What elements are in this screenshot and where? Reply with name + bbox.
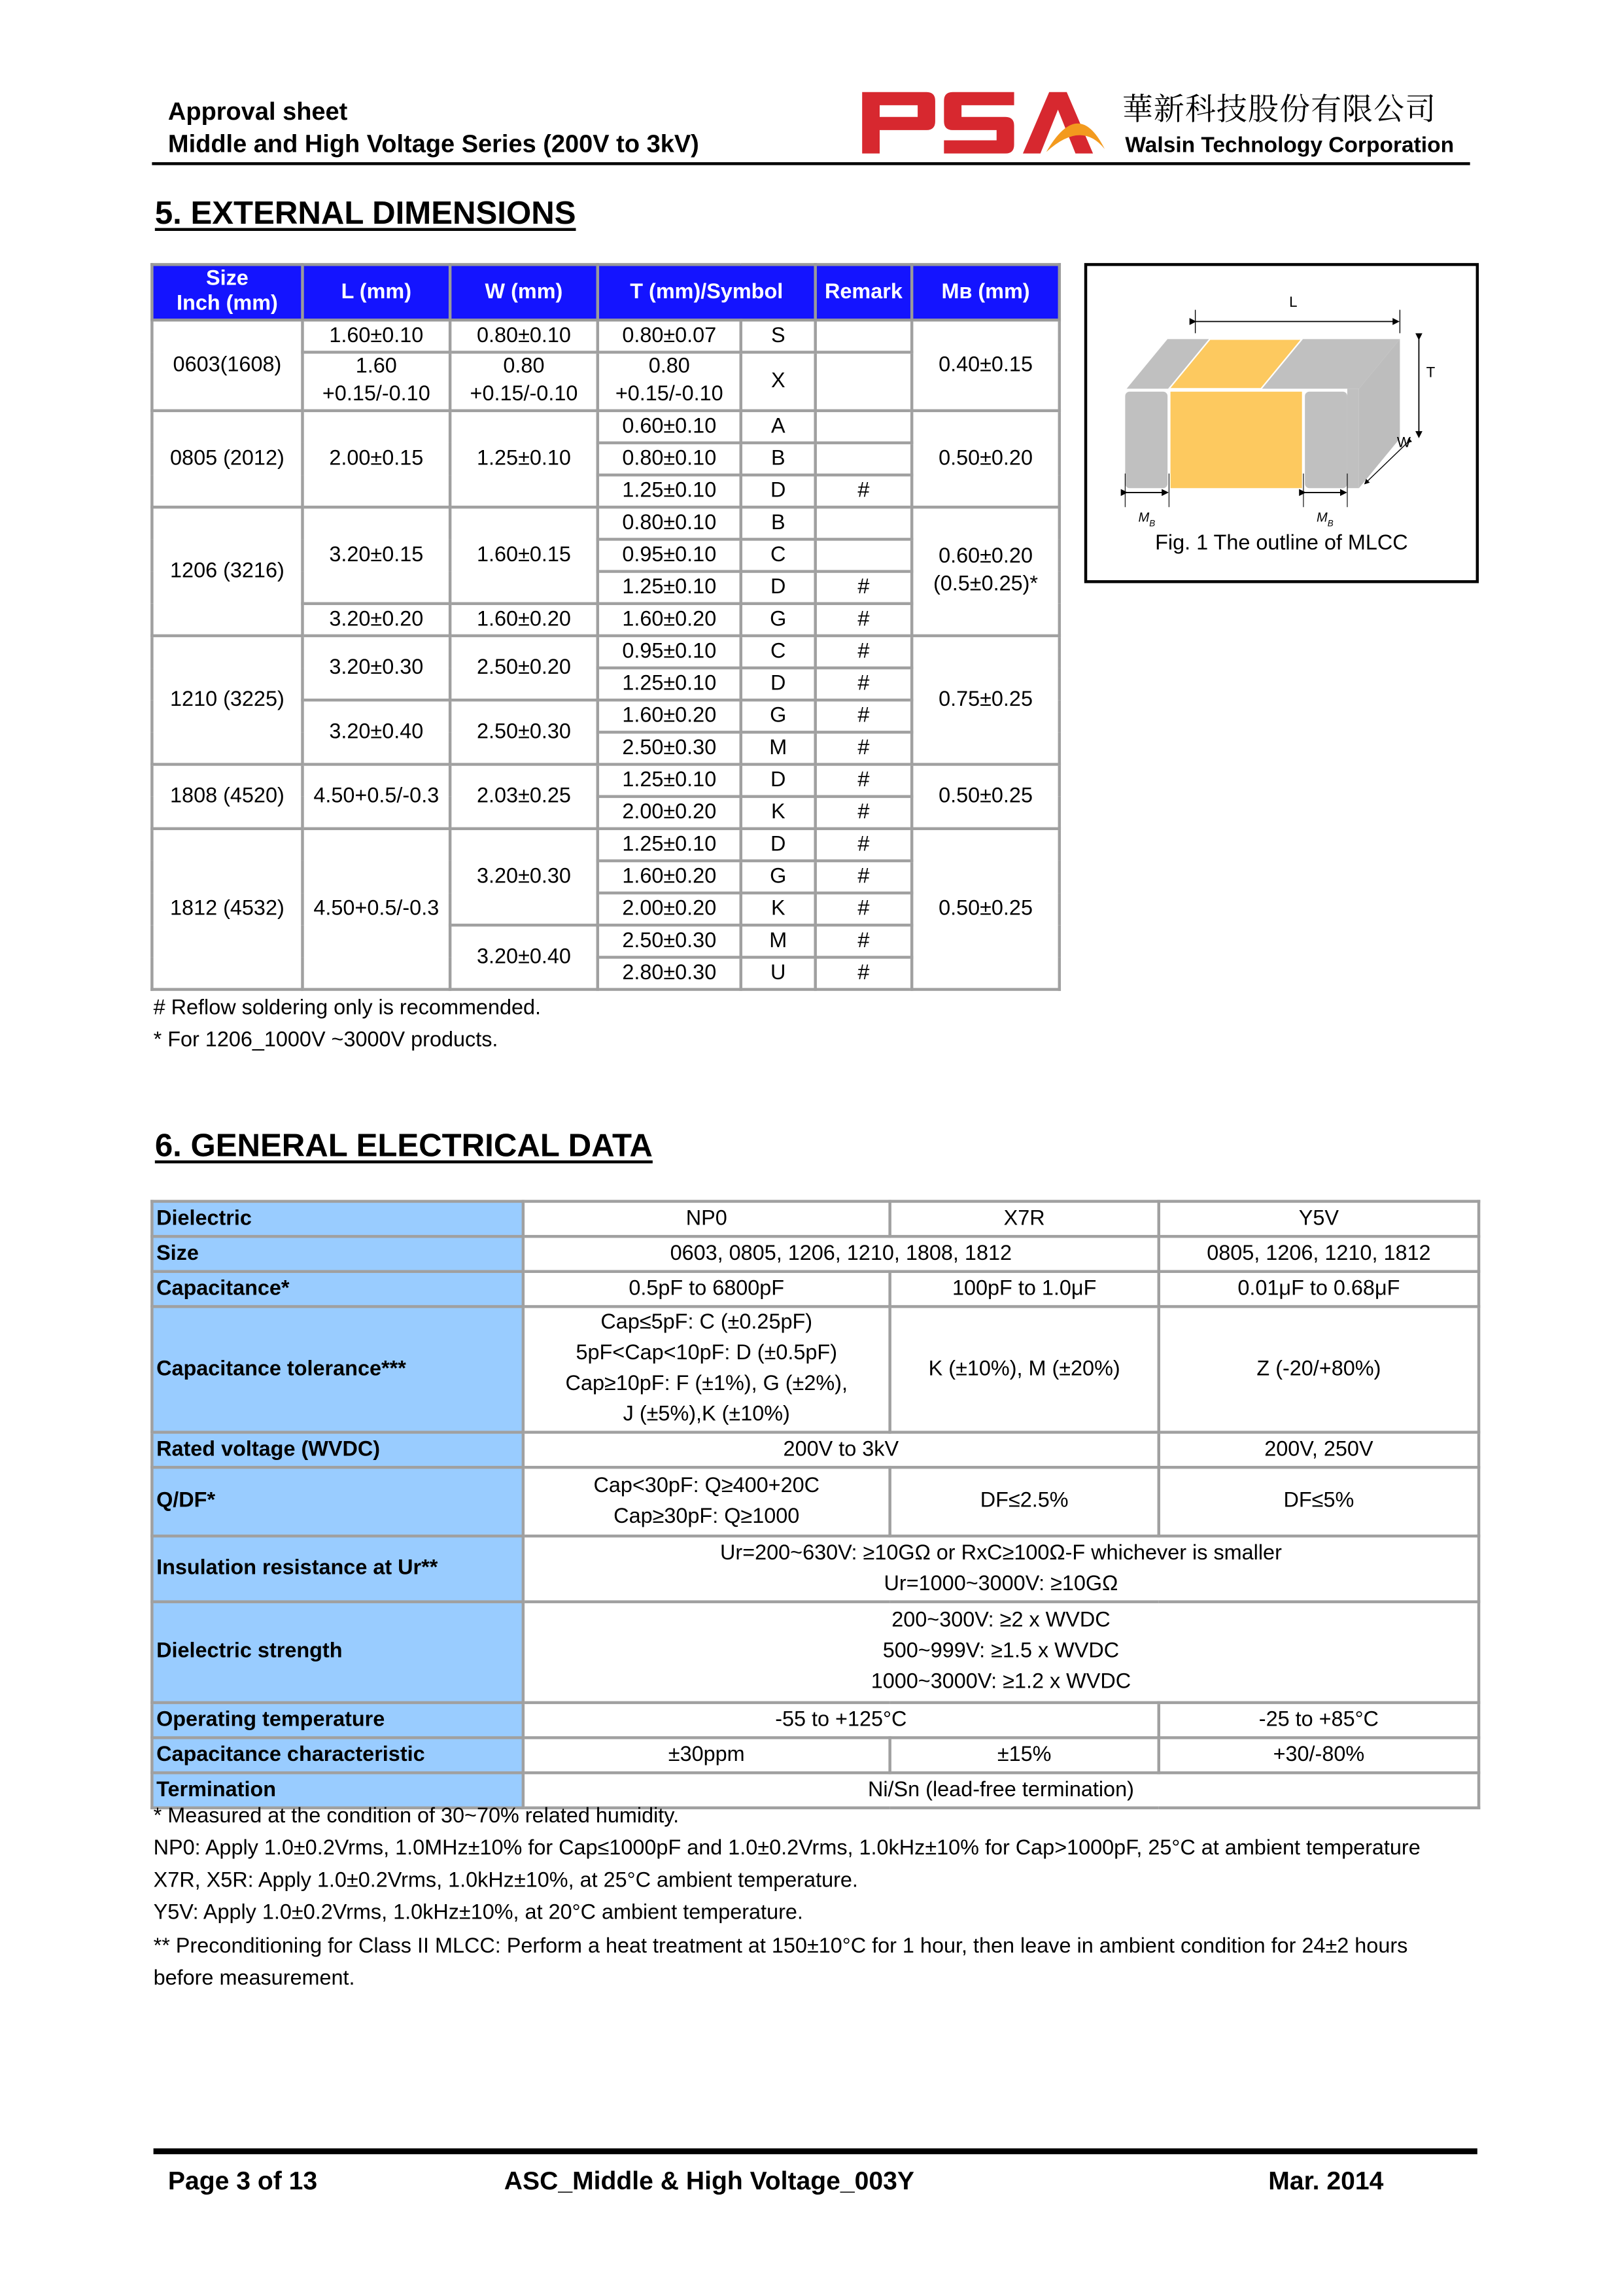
thickness-cell: 1.25±0.10 bbox=[598, 829, 741, 861]
document-id: ASC_Middle & High Voltage_003Y bbox=[504, 2166, 914, 2195]
length-cell: 3.20±0.30 bbox=[302, 636, 450, 700]
header-divider bbox=[152, 162, 1470, 165]
value-cell: 0603, 0805, 1206, 1210, 1808, 1812 bbox=[523, 1236, 1159, 1272]
thickness-cell: 1.25±0.10 bbox=[598, 765, 741, 797]
table-row bbox=[152, 507, 1059, 539]
table-row bbox=[152, 1536, 1479, 1602]
symbol-cell: C bbox=[741, 636, 816, 668]
mb-cell: 0.50±0.20 bbox=[912, 411, 1060, 507]
table-row bbox=[152, 636, 1059, 668]
external-dimensions-table bbox=[150, 263, 1061, 991]
remark-cell bbox=[816, 443, 912, 475]
value-cell: 200~300V: ≥2 x WVDC 500~999V: ≥1.5 x WVDC 1000~3000V: ≥1.2 x WVDC bbox=[523, 1602, 1479, 1703]
figure-caption: Fig. 1 The outline of MLCC bbox=[1155, 532, 1408, 556]
row-label: Operating temperature bbox=[152, 1703, 523, 1738]
value-cell: ±30ppm bbox=[523, 1737, 890, 1773]
table-row bbox=[152, 1306, 1479, 1432]
table-row bbox=[152, 1272, 1479, 1307]
value-cell: 100pF to 1.0μF bbox=[890, 1272, 1159, 1307]
length-cell: 1.60±0.10 bbox=[302, 320, 450, 352]
value-cell: NP0 bbox=[523, 1202, 890, 1237]
company-chinese-name: 華新科技股份有限公司 bbox=[1122, 93, 1437, 128]
remark-cell: # bbox=[816, 700, 912, 732]
note-preconditioning-cont: before measurement. bbox=[153, 1967, 355, 1991]
thickness-cell: 1.25±0.10 bbox=[598, 572, 741, 604]
note-reflow: # Reflow soldering only is recommended. bbox=[153, 996, 542, 1020]
value-cell: 0805, 1206, 1210, 1812 bbox=[1159, 1236, 1479, 1272]
table-row bbox=[152, 1602, 1479, 1703]
size-cell: 1812 (4532) bbox=[152, 829, 302, 990]
length-cell: 3.20±0.15 bbox=[302, 507, 450, 603]
label-mb-right: $M_B$ bbox=[1317, 510, 1334, 529]
remark-cell: # bbox=[816, 893, 912, 925]
value-cell: Z (-20/+80%) bbox=[1159, 1306, 1479, 1432]
value-cell: Ni/Sn (lead-free termination) bbox=[523, 1773, 1479, 1808]
size-cell: 0603(1608) bbox=[152, 320, 302, 411]
row-label: Capacitance* bbox=[152, 1272, 523, 1307]
symbol-cell: A bbox=[741, 411, 816, 443]
table-row bbox=[152, 1703, 1479, 1738]
width-cell: 1.60±0.20 bbox=[450, 604, 598, 636]
mb-cell: 0.50±0.25 bbox=[912, 829, 1060, 990]
table-row bbox=[152, 411, 1059, 443]
footer-divider bbox=[154, 2148, 1477, 2154]
remark-cell: # bbox=[816, 797, 912, 829]
note-y5v: Y5V: Apply 1.0±0.2Vrms, 1.0kHz±10%, at 20°C ambient temperature. bbox=[153, 1901, 803, 1925]
symbol-cell: K bbox=[741, 893, 816, 925]
symbol-cell: X bbox=[741, 352, 816, 410]
thickness-cell: 0.95±0.10 bbox=[598, 636, 741, 668]
column-header: Mʙ (mm) bbox=[912, 264, 1060, 320]
value-cell: -25 to +85°C bbox=[1159, 1703, 1479, 1738]
row-label: Termination bbox=[152, 1773, 523, 1808]
symbol-cell: B bbox=[741, 443, 816, 475]
mlcc-outline-figure bbox=[1084, 263, 1479, 583]
size-cell: 1210 (3225) bbox=[152, 636, 302, 765]
remark-cell: # bbox=[816, 572, 912, 604]
table-row bbox=[152, 1236, 1479, 1272]
remark-cell bbox=[816, 352, 912, 410]
mb-cell: 0.60±0.20 (0.5±0.25)* bbox=[912, 507, 1060, 636]
note-humidity: * Measured at the condition of 30~70% related humidity. bbox=[153, 1805, 680, 1829]
remark-cell: # bbox=[816, 636, 912, 668]
row-label: Size bbox=[152, 1236, 523, 1272]
thickness-cell: 0.60±0.10 bbox=[598, 411, 741, 443]
size-cell: 1206 (3216) bbox=[152, 507, 302, 636]
symbol-cell: D bbox=[741, 668, 816, 700]
length-cell: 1.60 +0.15/-0.10 bbox=[302, 352, 450, 410]
width-cell: 0.80 +0.15/-0.10 bbox=[450, 352, 598, 410]
value-cell: ±15% bbox=[890, 1737, 1159, 1773]
remark-cell bbox=[816, 320, 912, 352]
thickness-cell: 0.95±0.10 bbox=[598, 539, 741, 571]
value-cell: 0.01μF to 0.68μF bbox=[1159, 1272, 1479, 1307]
table-row bbox=[152, 1433, 1479, 1468]
thickness-cell: 2.50±0.30 bbox=[598, 925, 741, 957]
symbol-cell: S bbox=[741, 320, 816, 352]
value-cell: 200V, 250V bbox=[1159, 1433, 1479, 1468]
length-cell: 4.50+0.5/-0.3 bbox=[302, 829, 450, 990]
width-cell: 1.25±0.10 bbox=[450, 411, 598, 507]
note-np0: NP0: Apply 1.0±0.2Vrms, 1.0MHz±10% for Cap≤1000pF and 1.0±0.2Vrms, 1.0kHz±10% for Cap>1000pF, 25°C at ambient temperature bbox=[153, 1837, 1421, 1861]
symbol-cell: D bbox=[741, 765, 816, 797]
symbol-cell: G bbox=[741, 604, 816, 636]
column-header: L (mm) bbox=[302, 264, 450, 320]
remark-cell: # bbox=[816, 604, 912, 636]
thickness-cell: 1.60±0.20 bbox=[598, 700, 741, 732]
remark-cell: # bbox=[816, 475, 912, 507]
label-w: W bbox=[1396, 434, 1411, 451]
symbol-cell: U bbox=[741, 957, 816, 989]
row-label: Capacitance characteristic bbox=[152, 1737, 523, 1773]
value-cell: DF≤5% bbox=[1159, 1467, 1479, 1536]
value-cell: 200V to 3kV bbox=[523, 1433, 1159, 1468]
length-cell: 2.00±0.15 bbox=[302, 411, 450, 507]
width-cell: 2.50±0.20 bbox=[450, 636, 598, 700]
mb-cell: 0.75±0.25 bbox=[912, 636, 1060, 765]
row-label: Rated voltage (WVDC) bbox=[152, 1433, 523, 1468]
symbol-cell: M bbox=[741, 732, 816, 764]
length-cell: 4.50+0.5/-0.3 bbox=[302, 765, 450, 829]
thickness-cell: 1.25±0.10 bbox=[598, 475, 741, 507]
column-header: Size Inch (mm) bbox=[152, 264, 302, 320]
remark-cell: # bbox=[816, 861, 912, 893]
width-cell: 2.03±0.25 bbox=[450, 765, 598, 829]
symbol-cell: C bbox=[741, 539, 816, 571]
symbol-cell: D bbox=[741, 829, 816, 861]
note-1206: * For 1206_1000V ~3000V products. bbox=[153, 1028, 498, 1052]
electrical-data-table bbox=[150, 1200, 1480, 1809]
row-label: Insulation resistance at Ur** bbox=[152, 1536, 523, 1602]
width-cell: 3.20±0.30 bbox=[450, 829, 598, 925]
header-subtitle: Middle and High Voltage Series (200V to 3kV) bbox=[167, 130, 699, 158]
symbol-cell: B bbox=[741, 507, 816, 539]
size-cell: 1808 (4520) bbox=[152, 765, 302, 829]
remark-cell: # bbox=[816, 668, 912, 700]
table-row bbox=[152, 1467, 1479, 1536]
table-row bbox=[152, 320, 1059, 352]
thickness-cell: 0.80±0.10 bbox=[598, 443, 741, 475]
thickness-cell: 0.80±0.10 bbox=[598, 507, 741, 539]
value-cell: Cap<30pF: Q≥400+20C Cap≥30pF: Q≥1000 bbox=[523, 1467, 890, 1536]
length-cell: 3.20±0.20 bbox=[302, 604, 450, 636]
value-cell: DF≤2.5% bbox=[890, 1467, 1159, 1536]
remark-cell bbox=[816, 507, 912, 539]
row-label: Dielectric bbox=[152, 1202, 523, 1237]
value-cell: +30/-80% bbox=[1159, 1737, 1479, 1773]
company-english-name: Walsin Technology Corporation bbox=[1125, 133, 1455, 158]
page-number: Page 3 of 13 bbox=[167, 2166, 318, 2195]
symbol-cell: G bbox=[741, 700, 816, 732]
header-title: Approval sheet bbox=[167, 97, 348, 126]
section-6-title: 6. GENERAL ELECTRICAL DATA bbox=[154, 1126, 653, 1164]
symbol-cell: D bbox=[741, 572, 816, 604]
remark-cell: # bbox=[816, 765, 912, 797]
row-label: Q/DF* bbox=[152, 1467, 523, 1536]
document-date: Mar. 2014 bbox=[1268, 2166, 1384, 2195]
mb-cell: 0.40±0.15 bbox=[912, 320, 1060, 411]
table-row bbox=[152, 1737, 1479, 1773]
label-l: L bbox=[1289, 294, 1298, 311]
value-cell: Cap≤5pF: C (±0.25pF) 5pF<Cap<10pF: D (±0.5pF) Cap≥10pF: F (±1%), G (±2%), J (±5%),K (±10%) bbox=[523, 1306, 890, 1432]
label-t: T bbox=[1426, 364, 1436, 381]
width-cell: 3.20±0.40 bbox=[450, 925, 598, 989]
note-x7r: X7R, X5R: Apply 1.0±0.2Vrms, 1.0kHz±10%, at 25°C ambient temperature. bbox=[153, 1869, 858, 1893]
thickness-cell: 1.25±0.10 bbox=[598, 668, 741, 700]
thickness-cell: 2.00±0.20 bbox=[598, 893, 741, 925]
mlcc-diagram bbox=[1087, 266, 1475, 529]
thickness-cell: 1.60±0.20 bbox=[598, 861, 741, 893]
thickness-cell: 2.00±0.20 bbox=[598, 797, 741, 829]
thickness-cell: 0.80 +0.15/-0.10 bbox=[598, 352, 741, 410]
table-row bbox=[152, 829, 1059, 861]
column-header: T (mm)/Symbol bbox=[598, 264, 816, 320]
label-mb-left: $M_B$ bbox=[1138, 510, 1156, 529]
note-preconditioning: ** Preconditioning for Class II MLCC: Perform a heat treatment at 150±10°C for 1 hour, then leave in ambient condition for 24±2 hours bbox=[153, 1935, 1408, 1958]
value-cell: Y5V bbox=[1159, 1202, 1479, 1237]
value-cell: Ur=200~630V: ≥10GΩ or RxC≥100Ω-F whichever is smaller Ur=1000~3000V: ≥10GΩ bbox=[523, 1536, 1479, 1602]
column-header: Remark bbox=[816, 264, 912, 320]
remark-cell: # bbox=[816, 957, 912, 989]
value-cell: K (±10%), M (±20%) bbox=[890, 1306, 1159, 1432]
symbol-cell: M bbox=[741, 925, 816, 957]
row-label: Capacitance tolerance*** bbox=[152, 1306, 523, 1432]
symbol-cell: D bbox=[741, 475, 816, 507]
remark-cell: # bbox=[816, 925, 912, 957]
symbol-cell: G bbox=[741, 861, 816, 893]
table-row bbox=[152, 765, 1059, 797]
psa-logo bbox=[859, 85, 1116, 161]
width-cell: 2.50±0.30 bbox=[450, 700, 598, 764]
remark-cell bbox=[816, 411, 912, 443]
value-cell: X7R bbox=[890, 1202, 1159, 1237]
symbol-cell: K bbox=[741, 797, 816, 829]
width-cell: 0.80±0.10 bbox=[450, 320, 598, 352]
thickness-cell: 2.80±0.30 bbox=[598, 957, 741, 989]
thickness-cell: 0.80±0.07 bbox=[598, 320, 741, 352]
row-label: Dielectric strength bbox=[152, 1602, 523, 1703]
thickness-cell: 1.60±0.20 bbox=[598, 604, 741, 636]
thickness-cell: 2.50±0.30 bbox=[598, 732, 741, 764]
remark-cell bbox=[816, 539, 912, 571]
mb-cell: 0.50±0.25 bbox=[912, 765, 1060, 829]
table-row bbox=[152, 1773, 1479, 1808]
remark-cell: # bbox=[816, 829, 912, 861]
remark-cell: # bbox=[816, 732, 912, 764]
size-cell: 0805 (2012) bbox=[152, 411, 302, 507]
length-cell: 3.20±0.40 bbox=[302, 700, 450, 764]
value-cell: -55 to +125°C bbox=[523, 1703, 1159, 1738]
width-cell: 1.60±0.15 bbox=[450, 507, 598, 603]
value-cell: 0.5pF to 6800pF bbox=[523, 1272, 890, 1307]
table-row bbox=[152, 1202, 1479, 1237]
section-5-title: 5. EXTERNAL DIMENSIONS bbox=[154, 194, 576, 232]
column-header: W (mm) bbox=[450, 264, 598, 320]
